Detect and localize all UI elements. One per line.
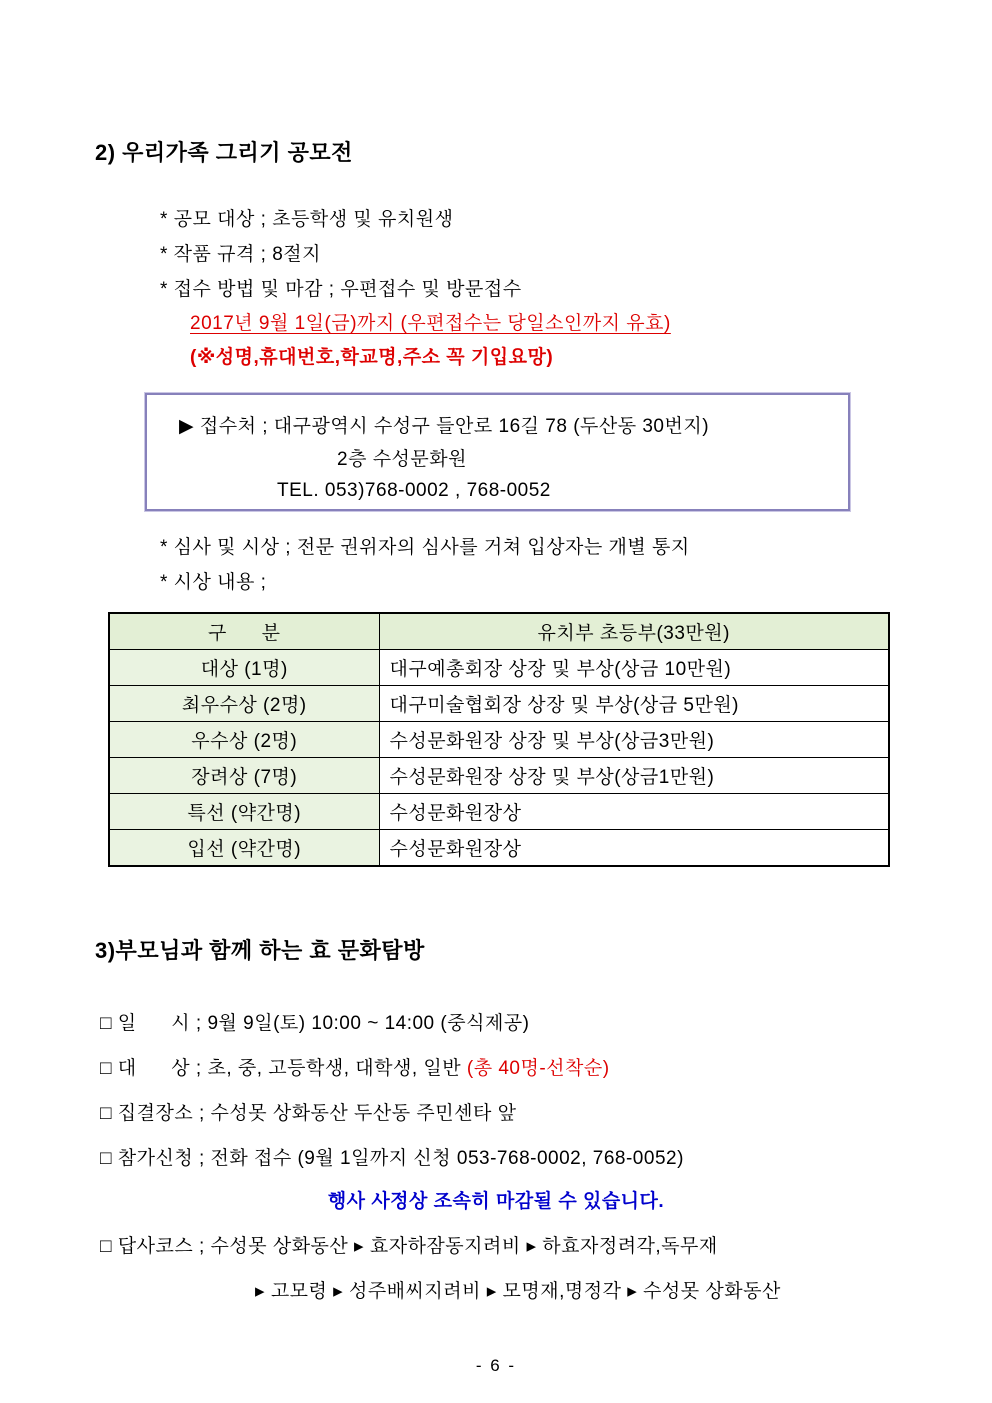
award-cell-category: 장려상 (7명) — [109, 758, 379, 794]
apply-line: □ 참가신청 ; 전화 접수 (9월 1일까지 신청 053-768-0002, 768-0052) — [100, 1148, 684, 1169]
award-table — [108, 612, 890, 867]
notice-line: 행사 사정상 조속히 마감될 수 있습니다. — [327, 1191, 665, 1212]
event-date-line: □ 일 시 ; 9월 9일(토) 10:00 ~ 14:00 (중식제공) — [100, 1013, 530, 1034]
award-row — [109, 650, 889, 686]
award-cell-category: 최우수상 (2명) — [109, 686, 379, 722]
section2-bullet-method: * 접수 방법 및 마감 ; 우편접수 및 방문접수 — [160, 279, 522, 300]
award-content-line: * 시상 내용 ; — [160, 572, 267, 593]
deadline-line: 2017년 9월 1일(금)까지 (우편접수는 당일소인까지 유효) — [190, 313, 671, 334]
award-cell-prize: 대구예총회장 상장 및 부상(상금 10만원) — [379, 650, 889, 686]
award-cell-category: 특선 (약간명) — [109, 794, 379, 830]
award-cell-prize: 수성문화원장 상장 및 부상(상금1만원) — [379, 758, 889, 794]
award-cell-category: 우수상 (2명) — [109, 722, 379, 758]
section2-bullet-size: * 작품 규격 ; 8절지 — [160, 244, 321, 265]
award-header-category: 구 분 — [109, 613, 379, 650]
award-cell-category: 대상 (1명) — [109, 650, 379, 686]
course-line-1: □ 답사코스 ; 수성못 상화동산 ▸ 효자하잠동지려비 ▸ 하효자정려각,독무재 — [100, 1236, 718, 1257]
judging-line: * 심사 및 시상 ; 전문 권위자의 심사를 거쳐 입상자는 개별 통지 — [160, 537, 690, 558]
course-line-2: ▸ 고모령 ▸ 성주배씨지려비 ▸ 모명재,명정각 ▸ 수성못 상화동산 — [255, 1281, 781, 1302]
award-cell-category: 입선 (약간명) — [109, 830, 379, 867]
award-row — [109, 794, 889, 830]
award-cell-prize: 수성문화원장상 — [379, 794, 889, 830]
award-row — [109, 722, 889, 758]
award-header-row — [109, 613, 889, 650]
award-header-prize: 유치부 초등부(33만원) — [379, 613, 889, 650]
section2-title: 2) 우리가족 그리기 공모전 — [95, 140, 353, 165]
event-target-text: □ 대 상 ; 초, 중, 고등학생, 대학생, 일반 — [100, 1058, 467, 1079]
section3-title: 3)부모님과 함께 하는 효 문화탐방 — [95, 938, 425, 963]
section2-bullet-target: * 공모 대상 ; 초등학생 및 유치원생 — [160, 209, 454, 230]
page-number: - 6 - — [475, 1356, 517, 1375]
reception-tel-line: TEL. 053)768-0002 , 768-0052 — [277, 480, 551, 501]
award-row — [109, 758, 889, 794]
award-cell-prize: 대구미술협회장 상장 및 부상(상금 5만원) — [379, 686, 889, 722]
award-row — [109, 686, 889, 722]
meeting-place-line: □ 집결장소 ; 수성못 상화동산 두산동 주민센타 앞 — [100, 1103, 517, 1124]
event-target-line — [100, 1053, 610, 1080]
reception-floor-line: 2층 수성문화원 — [337, 449, 467, 470]
entry-note-line: (※성명,휴대번호,학교명,주소 꼭 기입요망) — [190, 347, 554, 368]
award-row — [109, 830, 889, 867]
event-target-count-red: (총 40명-선착순) — [466, 1058, 610, 1079]
award-cell-prize: 수성문화원장상 — [379, 830, 889, 867]
reception-box — [145, 393, 850, 511]
reception-address-line: ▶ 접수처 ; 대구광역시 수성구 들안로 16길 78 (두산동 30번지) — [179, 416, 710, 437]
award-cell-prize: 수성문화원장 상장 및 부상(상금3만원) — [379, 722, 889, 758]
